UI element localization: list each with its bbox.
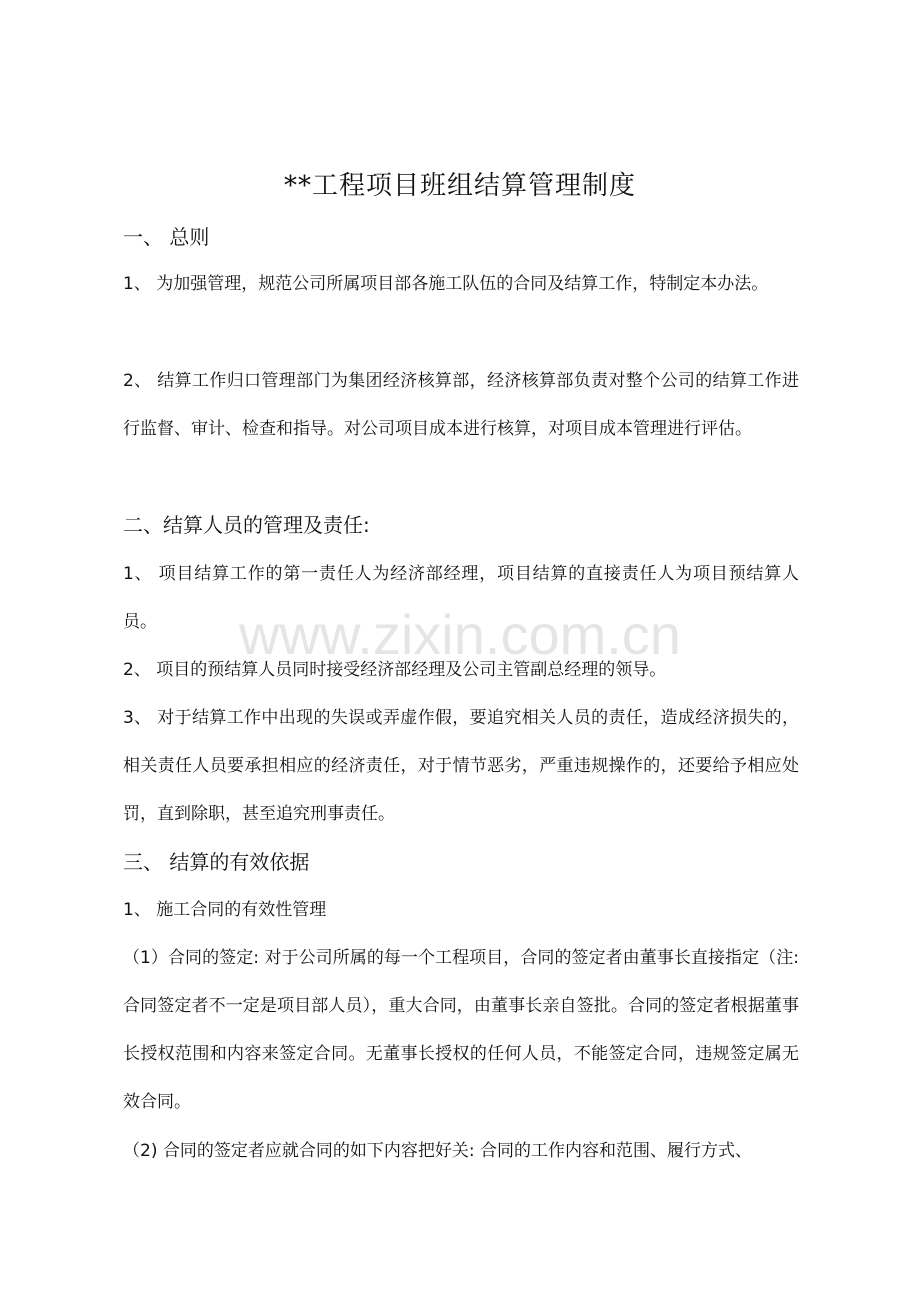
section-2-heading: 二、结算人员的管理及责任: xyxy=(123,513,370,537)
section-1-paragraph-2: 2、 结算工作归口管理部门为集团经济核算部，经济核算部负责对整个公司的结算工作进行监督、审计、检查和指导。对公司项目成本进行核算，对项目成本管理进行评估。 xyxy=(123,371,799,439)
section-3-paragraph-2: （1）合同的签定: 对于公司所属的每一个工程项目，合同的签定者由董事长直接指定（注: 合同签定者不一定是项目部人员），重大合同，由董事长亲自签批。合同的签定者根据董事长授权范围和内容来签定合同。无董事长授权的任何人员，不能签定合同，违规签定属无效合同。 xyxy=(123,948,799,1112)
watermark: www.zixin.com.cn xyxy=(239,603,681,666)
section-1-heading: 一、 总则 xyxy=(123,225,210,249)
section-3-paragraph-1: 1、 施工合同的有效性管理 xyxy=(123,900,327,920)
section-1-paragraph-1: 1、 为加强管理，规范公司所属项目部各施工队伍的合同及结算工作，特制定本办法。 xyxy=(123,274,769,294)
section-2-paragraph-1: 1、 项目结算工作的第一责任人为经济部经理，项目结算的直接责任人为项目预结算人员。 xyxy=(123,564,799,632)
section-2-paragraph-2: 2、 项目的预结算人员同时接受经济部经理及公司主管副总经理的领导。 xyxy=(123,660,667,680)
section-2-paragraph-3: 3、 对于结算工作中出现的失误或弄虚作假，要追究相关人员的责任，造成经济损失的，相关责任人员要承担相应的经济责任，对于情节恶劣，严重违规操作的，还要给予相应处罚，直到除职，甚至追究刑事责任。 xyxy=(123,708,799,824)
section-3-heading: 三、 结算的有效依据 xyxy=(123,850,310,874)
section-3-paragraph-3: （2) 合同的签定者应就合同的如下内容把好关: 合同的工作内容和范围、履行方式、 xyxy=(123,1141,752,1161)
document-title: **工程项目班组结算管理制度 xyxy=(283,171,636,201)
